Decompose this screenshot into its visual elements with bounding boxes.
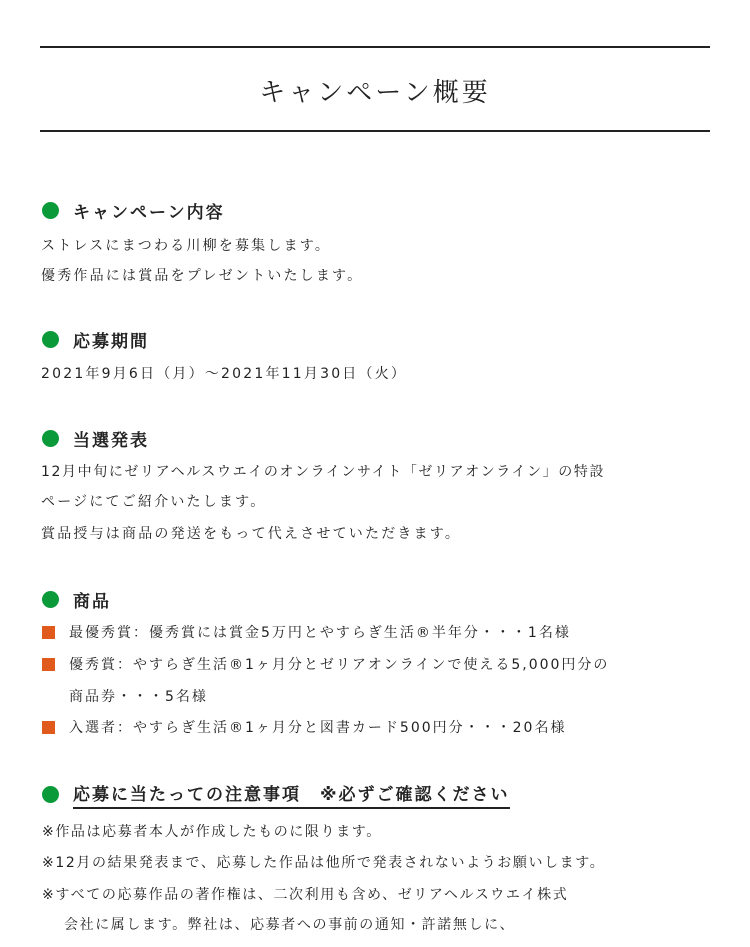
title-bottom-rule: [40, 130, 710, 132]
section-heading-announcement: [42, 426, 149, 451]
announcement-line-2: ページにてご紹介いたします。: [41, 494, 267, 510]
content-line-2: 優秀作品には賞品をプレゼントいたします。: [41, 268, 364, 284]
heading-text: 商品: [73, 592, 111, 612]
section-heading-notes: [42, 780, 510, 809]
section-heading-content: [42, 198, 225, 223]
orange-square-icon: [42, 658, 55, 671]
green-bullet-icon: [42, 786, 59, 803]
content-line-1: ストレスにまつわる川柳を募集します。: [41, 238, 332, 254]
prize-text: 入選者：やすらぎ生活®1ヶ月分と図書カード500円分・・・20名様: [69, 720, 567, 736]
announcement-line-1: 12月中旬にゼリアヘルスウエイのオンラインサイト「ゼリアオンライン」の特設: [41, 464, 606, 480]
orange-square-icon: [42, 721, 55, 734]
orange-square-icon: [42, 626, 55, 639]
green-bullet-icon: [42, 430, 59, 447]
green-bullet-icon: [42, 591, 59, 608]
heading-text: 応募期間: [73, 332, 149, 352]
page-title: キャンペーン概要: [259, 78, 491, 108]
green-bullet-icon: [42, 331, 59, 348]
top-rule: [40, 46, 710, 48]
section-heading-period: [42, 327, 149, 352]
heading-text: キャンペーン内容: [73, 203, 225, 223]
prize-item-selected: [42, 717, 566, 737]
heading-text: 当選発表: [73, 431, 149, 451]
note-line-4: 会社に属します。弊社は、応募者への事前の通知・許諾無しに、: [64, 917, 516, 933]
announcement-line-3: 賞品授与は商品の発送をもって代えさせていただきます。: [41, 526, 462, 542]
prize-text: 優秀賞：やすらぎ生活®1ヶ月分とゼリアオンラインで使える5,000円分の: [69, 657, 610, 673]
heading-text: 応募に当たっての注意事項 ※必ずご確認ください: [73, 780, 510, 809]
note-line-2: ※12月の結果発表まで、応募した作品は他所で発表されないようお願いします。: [42, 855, 606, 871]
prize-text-continued: 商品券・・・5名様: [69, 689, 208, 705]
period-line-1: 2021年9月6日（月）～2021年11月30日（火）: [41, 366, 408, 382]
prize-item-excellent: [42, 654, 609, 674]
section-heading-prizes: [42, 587, 111, 612]
note-line-1: ※作品は応募者本人が作成したものに限ります。: [42, 824, 382, 840]
prize-item-grand: [42, 622, 571, 642]
note-line-3: ※すべての応募作品の著作権は、二次利用も含め、ゼリアヘルスウエイ株式: [42, 887, 569, 903]
prize-text: 最優秀賞：優秀賞には賞金5万円とやすらぎ生活®半年分・・・1名様: [69, 625, 571, 641]
green-bullet-icon: [42, 202, 59, 219]
